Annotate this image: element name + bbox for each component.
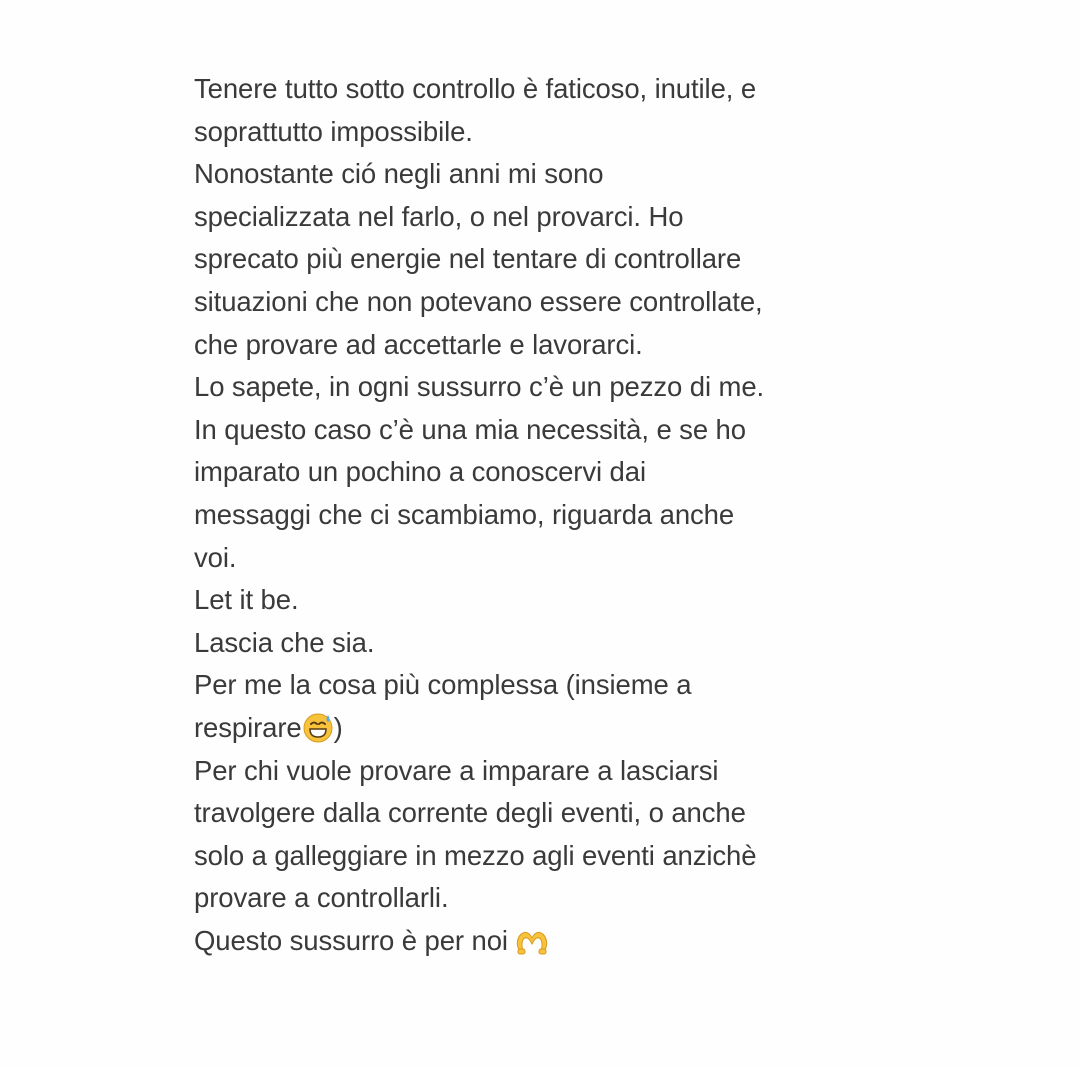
note-line: travolgere dalla corrente degli eventi, o anche bbox=[194, 797, 746, 829]
note-line: che provare ad accettarle e lavorarci. bbox=[194, 328, 643, 360]
note-line: imparato un pochino a conoscervi dai bbox=[194, 456, 646, 488]
note-body bbox=[194, 68, 874, 962]
note-line: messaggi che ci scambiamo, riguarda anche bbox=[194, 498, 735, 530]
note-line: Per chi vuole provare a imparare a lasciarsi bbox=[194, 754, 719, 786]
note-line: provare a controllarli. bbox=[194, 882, 449, 914]
note-line: situazioni che non potevano essere controllate, bbox=[194, 285, 763, 317]
note-line: Nonostante ció negli anni mi sono bbox=[194, 158, 604, 190]
note-line: voi. bbox=[194, 541, 237, 573]
note-line: solo a galleggiare in mezzo agli eventi anzichè bbox=[194, 839, 757, 871]
note-line: sprecato più energie nel tentare di controllare bbox=[194, 243, 742, 275]
heart-hands-icon bbox=[515, 928, 549, 956]
note-line: specializzata nel farlo, o nel provarci. Ho bbox=[194, 200, 684, 232]
note-line: In questo caso c’è una mia necessità, e se ho bbox=[194, 413, 746, 445]
note-line-respirare bbox=[194, 707, 874, 750]
respirare-text: respirare bbox=[194, 711, 302, 743]
note-line: Per me la cosa più complessa (insieme a bbox=[194, 669, 692, 701]
grinning-face-with-sweat-icon bbox=[302, 711, 334, 743]
note-line: Lascia che sia. bbox=[194, 626, 375, 658]
note-line: Let it be. bbox=[194, 584, 299, 616]
note-line: soprattutto impossibile. bbox=[194, 115, 473, 147]
note-line-last bbox=[194, 920, 874, 963]
note-line: Lo sapete, in ogni sussurro c’è un pezzo di me. bbox=[194, 371, 765, 403]
note-line: Tenere tutto sotto controllo è faticoso, inutile, e bbox=[194, 73, 757, 104]
respirare-closing: ) bbox=[333, 711, 343, 743]
last-line-text: Questo sussurro è per noi bbox=[194, 924, 516, 956]
